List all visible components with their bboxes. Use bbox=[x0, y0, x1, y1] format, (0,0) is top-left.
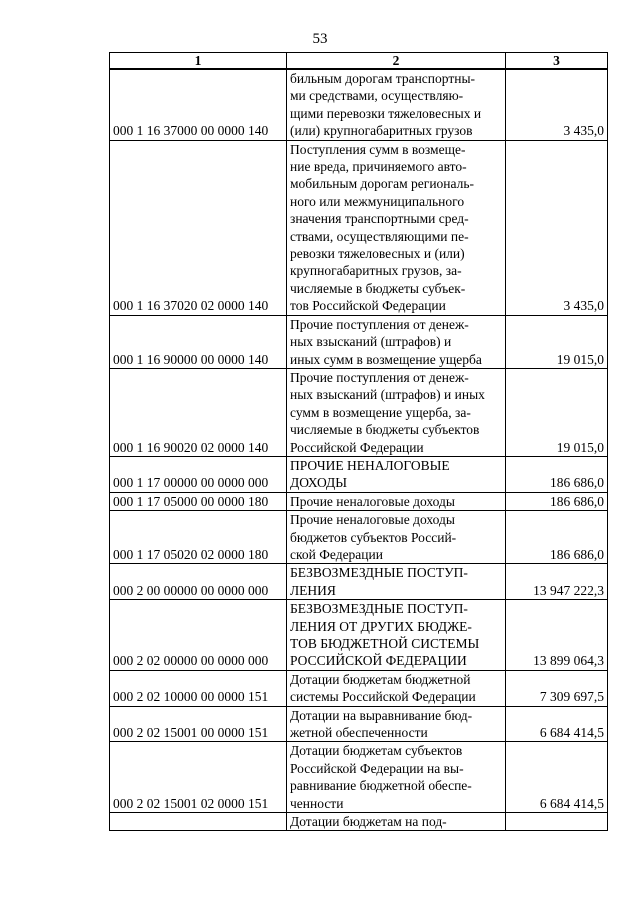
table-row bbox=[110, 140, 608, 315]
row-code-cell: 000 2 02 00000 00 0000 000 bbox=[110, 600, 287, 671]
row-name-line: Дотации бюджетам бюджетной bbox=[290, 671, 471, 687]
row-name-line: Дотации на выравнивание бюд- bbox=[290, 707, 473, 723]
row-name-line: ревозки тяжеловесных и (или) bbox=[290, 246, 465, 262]
row-name-line: Поступления сумм в возмеще- bbox=[290, 141, 466, 157]
row-name-line: ченности bbox=[290, 795, 344, 811]
row-name-cell bbox=[287, 742, 506, 813]
row-name-line: ТОВ БЮДЖЕТНОЙ СИСТЕМЫ bbox=[290, 636, 480, 651]
row-name-cell bbox=[287, 564, 506, 600]
row-name-line: бюджетов субъектов Россий- bbox=[290, 529, 457, 545]
row-name-line: бильным дорогам транспортны- bbox=[290, 71, 476, 86]
row-name-cell bbox=[287, 315, 506, 368]
table-row bbox=[110, 456, 608, 492]
table-row bbox=[110, 69, 608, 140]
row-name-cell bbox=[287, 140, 506, 315]
row-code-cell: 000 1 17 05020 02 0000 180 bbox=[110, 511, 287, 564]
row-name-line: ми средствами, осуществляю- bbox=[290, 88, 464, 104]
table-row bbox=[110, 368, 608, 456]
row-name-cell bbox=[287, 456, 506, 492]
row-code-cell: 000 1 17 05000 00 0000 180 bbox=[110, 492, 287, 510]
row-name-line: Прочие поступления от денеж- bbox=[290, 316, 469, 332]
row-amount-cell: 6 684 414,5 bbox=[506, 706, 608, 742]
row-code-cell: 000 2 02 15001 00 0000 151 bbox=[110, 706, 287, 742]
row-name-line: ЛЕНИЯ bbox=[290, 582, 336, 598]
table-row bbox=[110, 670, 608, 706]
table-row bbox=[110, 564, 608, 600]
row-amount-cell: 186 686,0 bbox=[506, 511, 608, 564]
row-name-line: Российской Федерации bbox=[290, 439, 424, 455]
row-name-line: Дотации бюджетам на под- bbox=[290, 814, 447, 830]
row-name-line: Российской Федерации на вы- bbox=[290, 760, 464, 776]
row-name-line: ской Федерации bbox=[290, 546, 383, 562]
row-name-line: щими перевозки тяжеловесных и bbox=[290, 105, 482, 121]
row-code-cell: 000 2 02 15001 02 0000 151 bbox=[110, 742, 287, 813]
row-code-cell bbox=[110, 813, 287, 831]
row-name-line: Дотации бюджетам субъектов bbox=[290, 743, 463, 759]
row-name-cell bbox=[287, 69, 506, 140]
row-name-cell bbox=[287, 511, 506, 564]
row-name-line: Прочие поступления от денеж- bbox=[290, 369, 469, 385]
row-name-line: ного или межмуниципального bbox=[290, 193, 465, 209]
row-name-cell bbox=[287, 492, 506, 510]
row-amount-cell: 19 015,0 bbox=[506, 368, 608, 456]
row-code-cell: 000 2 02 10000 00 0000 151 bbox=[110, 670, 287, 706]
column-header-amount: 3 bbox=[506, 53, 608, 70]
row-amount-cell: 3 435,0 bbox=[506, 69, 608, 140]
row-name-line: сумм в возмещение ущерба, за- bbox=[290, 404, 471, 420]
row-code-cell: 000 1 17 00000 00 0000 000 bbox=[110, 456, 287, 492]
table-row bbox=[110, 315, 608, 368]
row-name-line: (или) крупногабаритных грузов bbox=[290, 123, 473, 139]
table-header-row bbox=[110, 53, 608, 70]
row-name-cell bbox=[287, 670, 506, 706]
row-name-line: ных взысканий (штрафов) и bbox=[290, 334, 452, 350]
row-amount-cell: 6 684 414,5 bbox=[506, 742, 608, 813]
row-amount-cell: 13 947 222,3 bbox=[506, 564, 608, 600]
table-row bbox=[110, 511, 608, 564]
table-body bbox=[110, 69, 608, 831]
row-code-cell: 000 1 16 90000 00 0000 140 bbox=[110, 315, 287, 368]
row-amount-cell: 186 686,0 bbox=[506, 456, 608, 492]
row-name-line: БЕЗВОЗМЕЗДНЫЕ ПОСТУП- bbox=[290, 565, 468, 581]
page-number: 53 bbox=[312, 31, 328, 47]
column-header-name: 2 bbox=[287, 53, 506, 70]
row-name-line: системы Российской Федерации bbox=[290, 689, 476, 705]
row-name-line: равнивание бюджетной обеспе- bbox=[290, 778, 472, 794]
table-row bbox=[110, 600, 608, 671]
row-amount-cell: 19 015,0 bbox=[506, 315, 608, 368]
budget-table bbox=[109, 52, 608, 831]
row-amount-cell: 13 899 064,3 bbox=[506, 600, 608, 671]
row-name-line: Прочие неналоговые доходы bbox=[290, 493, 455, 509]
row-code-cell: 000 1 16 37000 00 0000 140 bbox=[110, 69, 287, 140]
row-name-cell bbox=[287, 706, 506, 742]
row-amount-cell: 186 686,0 bbox=[506, 492, 608, 510]
row-name-line: ние вреда, причиняемого авто- bbox=[290, 159, 467, 175]
row-name-cell bbox=[287, 600, 506, 671]
table-row bbox=[110, 706, 608, 742]
table-row bbox=[110, 742, 608, 813]
row-name-line: РОССИЙСКОЙ ФЕДЕРАЦИИ bbox=[290, 653, 467, 669]
row-name-line: жетной обеспеченности bbox=[290, 725, 428, 741]
row-name-line: ДОХОДЫ bbox=[290, 475, 348, 491]
row-name-line: Прочие неналоговые доходы bbox=[290, 512, 455, 528]
table-row bbox=[110, 813, 608, 831]
row-code-cell: 000 1 16 37020 02 0000 140 bbox=[110, 140, 287, 315]
row-name-line: ПРОЧИЕ НЕНАЛОГОВЫЕ bbox=[290, 457, 450, 473]
row-name-line: ных взысканий (штрафов) и иных bbox=[290, 387, 485, 403]
row-code-cell: 000 1 16 90020 02 0000 140 bbox=[110, 368, 287, 456]
column-header-code: 1 bbox=[110, 53, 287, 70]
row-amount-cell: 7 309 697,5 bbox=[506, 670, 608, 706]
row-name-line: ствами, осуществляющими пе- bbox=[290, 228, 469, 244]
row-name-line: крупногабаритных грузов, за- bbox=[290, 263, 462, 279]
row-name-line: числяемые в бюджеты субъектов bbox=[290, 422, 480, 438]
row-name-line: БЕЗВОЗМЕЗДНЫЕ ПОСТУП- bbox=[290, 601, 468, 617]
row-name-line: иных сумм в возмещение ущерба bbox=[290, 351, 482, 367]
row-name-line: тов Российской Федерации bbox=[290, 298, 446, 314]
row-name-cell bbox=[287, 813, 506, 831]
row-name-line: ЛЕНИЯ ОТ ДРУГИХ БЮДЖЕ- bbox=[290, 618, 472, 634]
row-code-cell: 000 2 00 00000 00 0000 000 bbox=[110, 564, 287, 600]
row-name-line: числяемые в бюджеты субъек- bbox=[290, 280, 466, 296]
table-row bbox=[110, 492, 608, 510]
row-name-line: мобильным дорогам региональ- bbox=[290, 176, 475, 192]
row-amount-cell bbox=[506, 813, 608, 831]
row-amount-cell: 3 435,0 bbox=[506, 140, 608, 315]
row-name-cell bbox=[287, 368, 506, 456]
row-name-line: значения транспортными сред- bbox=[290, 211, 469, 227]
